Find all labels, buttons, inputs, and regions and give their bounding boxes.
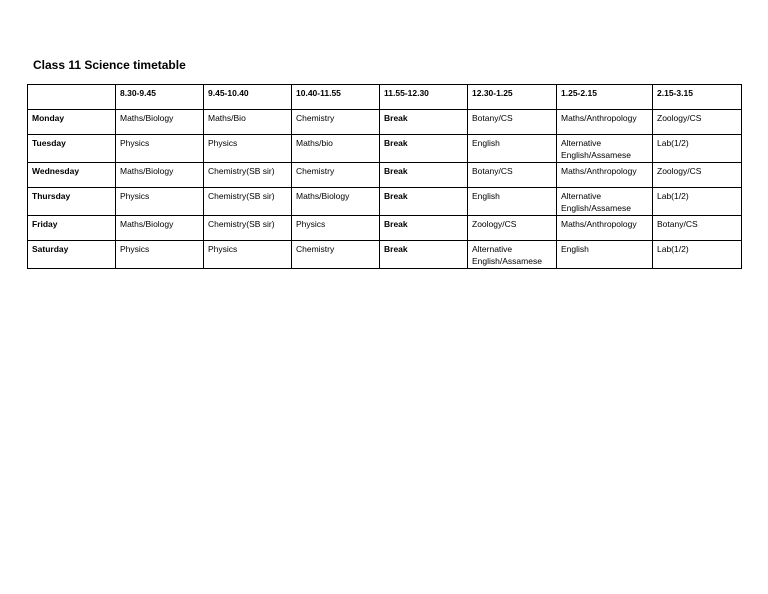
subject-cell: Botany/CS — [468, 110, 557, 135]
table-row — [28, 135, 742, 163]
subject-cell: Alternative English/Assamese — [557, 188, 653, 216]
day-cell: Thursday — [28, 188, 116, 216]
subject-cell: Chemistry — [292, 163, 380, 188]
subject-cell: Physics — [116, 188, 204, 216]
subject-cell: Maths/bio — [292, 135, 380, 163]
subject-cell: Chemistry — [292, 241, 380, 269]
subject-cell: Chemistry(SB sir) — [204, 188, 292, 216]
subject-cell: Physics — [116, 135, 204, 163]
subject-cell: Maths/Biology — [116, 110, 204, 135]
header-row — [28, 85, 742, 110]
subject-cell: Zoology/CS — [653, 110, 742, 135]
period-header: 1.25-2.15 — [557, 85, 653, 110]
subject-cell: Maths/Anthropology — [557, 216, 653, 241]
period-header: 8.30-9.45 — [116, 85, 204, 110]
table-row — [28, 110, 742, 135]
subject-cell: Lab(1/2) — [653, 188, 742, 216]
subject-cell: English — [468, 135, 557, 163]
subject-cell: Maths/Biology — [116, 163, 204, 188]
subject-cell: Lab(1/2) — [653, 135, 742, 163]
subject-cell: Physics — [292, 216, 380, 241]
subject-cell: Physics — [116, 241, 204, 269]
subject-cell: English — [557, 241, 653, 269]
table-row — [28, 188, 742, 216]
break-cell: Break — [380, 163, 468, 188]
subject-cell: English — [468, 188, 557, 216]
day-cell: Friday — [28, 216, 116, 241]
subject-cell: Chemistry(SB sir) — [204, 163, 292, 188]
table-row — [28, 216, 742, 241]
table-row — [28, 163, 742, 188]
corner-cell — [28, 85, 116, 110]
subject-cell: Chemistry — [292, 110, 380, 135]
period-header: 10.40-11.55 — [292, 85, 380, 110]
break-cell: Break — [380, 110, 468, 135]
subject-cell: Botany/CS — [653, 216, 742, 241]
break-cell: Break — [380, 216, 468, 241]
period-header: 2.15-3.15 — [653, 85, 742, 110]
break-cell: Break — [380, 188, 468, 216]
period-header: 9.45-10.40 — [204, 85, 292, 110]
day-cell: Saturday — [28, 241, 116, 269]
subject-cell: Lab(1/2) — [653, 241, 742, 269]
break-cell: Break — [380, 135, 468, 163]
subject-cell: Botany/CS — [468, 163, 557, 188]
page-title: Class 11 Science timetable — [33, 58, 186, 72]
day-cell: Tuesday — [28, 135, 116, 163]
period-header: 12.30-1.25 — [468, 85, 557, 110]
subject-cell: Maths/Bio — [204, 110, 292, 135]
break-cell: Break — [380, 241, 468, 269]
subject-cell: Zoology/CS — [468, 216, 557, 241]
subject-cell: Maths/Biology — [116, 216, 204, 241]
subject-cell: Physics — [204, 241, 292, 269]
subject-cell: Maths/Anthropology — [557, 110, 653, 135]
subject-cell: Zoology/CS — [653, 163, 742, 188]
day-cell: Monday — [28, 110, 116, 135]
subject-cell: Maths/Biology — [292, 188, 380, 216]
timetable — [27, 84, 742, 269]
subject-cell: Alternative English/Assamese — [468, 241, 557, 269]
subject-cell: Alternative English/Assamese — [557, 135, 653, 163]
subject-cell: Chemistry(SB sir) — [204, 216, 292, 241]
day-cell: Wednesday — [28, 163, 116, 188]
table-row — [28, 241, 742, 269]
subject-cell: Maths/Anthropology — [557, 163, 653, 188]
subject-cell: Physics — [204, 135, 292, 163]
period-header: 11.55-12.30 — [380, 85, 468, 110]
